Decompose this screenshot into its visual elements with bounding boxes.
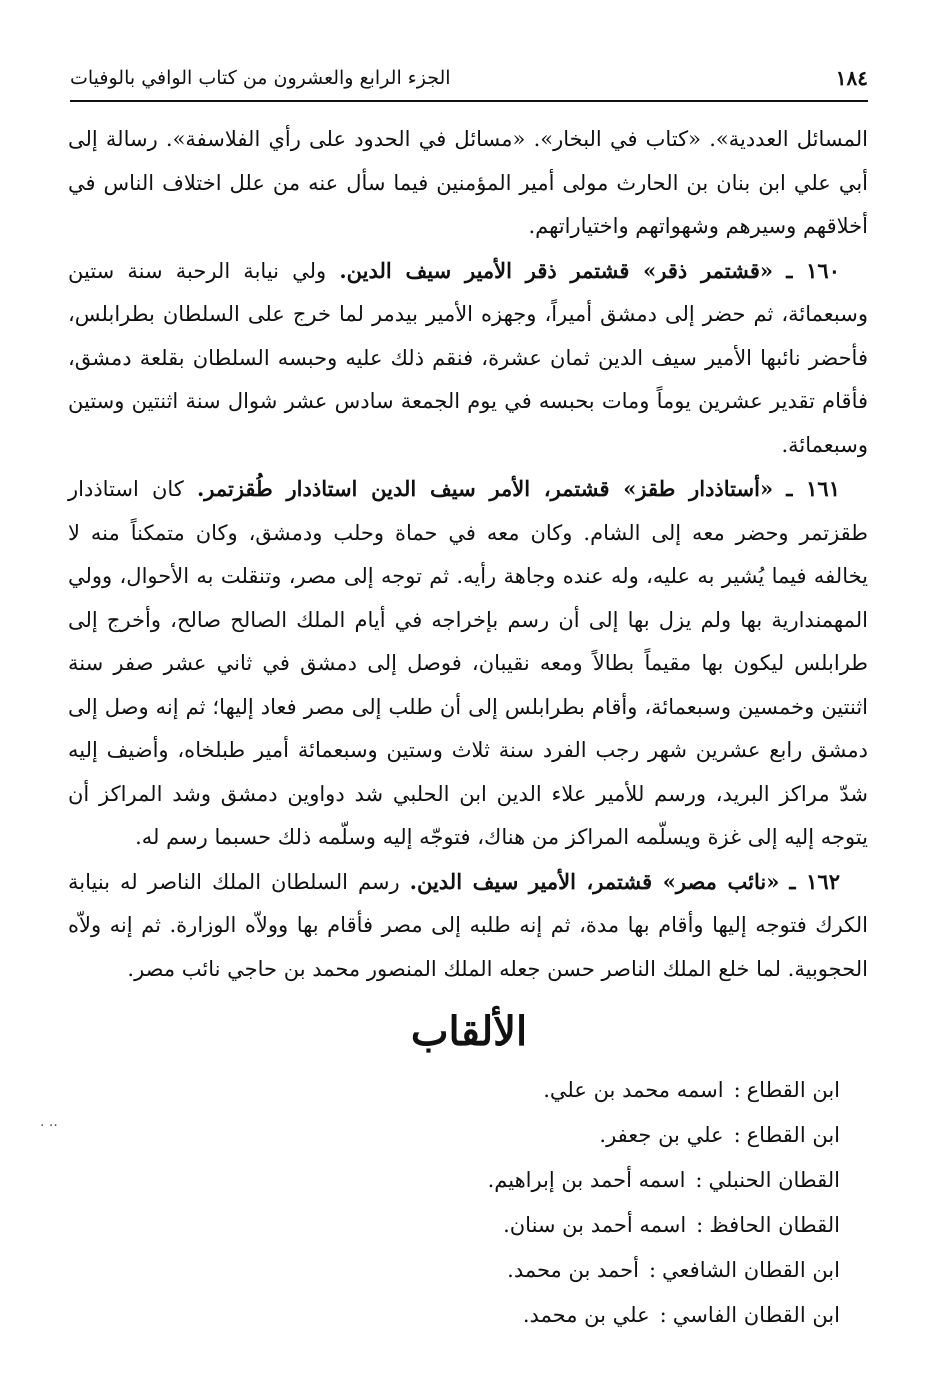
alqab-term: ابن القطاع [746,1078,840,1102]
list-item [420,1203,840,1248]
page-header [70,60,868,96]
alqab-separator: : [695,1168,703,1192]
list-item [420,1068,840,1113]
list-item [420,1248,840,1293]
alqab-separator: : [733,1078,741,1102]
list-item [420,1113,840,1158]
entry-heading: «أستاذدار طقز» قشتمر، الأمر سيف الدين استاذدار طُقزتمر. [196,476,774,501]
paragraph-continuation [68,118,868,249]
alqab-term: ابن القطاع [746,1123,840,1147]
entry-number: ١٦١ ـ [786,476,840,501]
entry-number: ١٦٢ ـ [789,868,840,894]
section-title-alqab: الألقاب [410,1008,528,1055]
body-text [68,118,868,991]
list-item [420,1158,840,1203]
entry-heading: «نائب مصر» قشتمر، الأمير سيف الدين. [409,868,780,894]
entry-160 [68,249,868,468]
alqab-definition: علي بن جعفر. [599,1123,724,1147]
alqab-separator: : [648,1258,657,1282]
alqab-term: القطان الحنبلي [708,1168,840,1192]
alqab-definition: أحمد بن محمد. [507,1258,639,1282]
entry-text: كان استاذدار طقزتمر وحضر معه إلى الشام. وكان معه في حماة وحلب ودمشق، وكان متمكناً منه لا يخالفه فيما يُشير به عليه، وله عنده وجاهة رأيه. ثم توجه إلى مصر، وتنقلت به الأحوال، وولي المهمندارية بها ولم يزل بها إلى أن رسم بإخراجه في أيام الملك الصالح صالح، وأخرج إلى طرابلس ليكون بها مقيماً بطالاً ومعه نقيبان، فوصل إلى دمشق في ثاني عشر صفر سنة اثنتين وخمسين وسبعمائة، وأقام بطرابلس إلى أن طلب إلى مصر فعاد إليها؛ ثم إنه وصل إلى دمشق رابع عشرين شهر رجب الفرد سنة ثلاث وستين وسبعمائة أمير طبلخاه، وأضيف إليه شدّ مراكز البريد، ورسم للأمير علاء الدين ابن الحلبي شد دواوين دمشق وشد المراكز أن يتوجه إليه إلى غزة ويسلّمه المراكز من هناك، فتوجّه إليه وسلّمه ذلك حسبما رسم له. [68,477,868,849]
alqab-separator: : [696,1213,704,1237]
alqab-definition: اسمه أحمد بن إبراهيم. [487,1168,686,1192]
alqab-term: القطان الحافظ [709,1213,840,1237]
running-title: الجزء الرابع والعشرون من كتاب الوافي بالوفيات [70,67,451,89]
scan-speck-marks: ·· · [40,1118,58,1134]
entry-162 [68,860,868,992]
entry-161 [68,467,868,860]
alqab-separator: : [733,1123,741,1147]
alqab-term: ابن القطان الفاسي [672,1303,840,1327]
entry-heading: «قشتمر ذقر» قشتمر ذقر الأمير سيف الدين. [339,257,774,283]
paragraph-text: المسائل العددية». «كتاب في البخار». «مسائل في الحدود على رأي الفلاسفة». رسالة إلى أبي علي ابن بنان بن الحارث مولى أمير المؤمنين فيما سأل عنه من علل اختلاف الناس في أخلاقهم وسيرهم وشهواتهم واختياراتهم. [68,127,868,238]
alqab-term: ابن القطان الشافعي [662,1258,840,1282]
page-number: ١٨٤ [835,66,868,90]
entry-number: ١٦٠ ـ [786,257,840,283]
alqab-list [420,1068,840,1338]
alqab-definition: اسمه أحمد بن سنان. [503,1213,687,1237]
alqab-separator: : [659,1303,667,1327]
alqab-definition: اسمه محمد بن علي. [543,1078,724,1102]
list-item [420,1293,840,1338]
entry-text: ولي نيابة الرحبة سنة ستين وسبعمائة، ثم حضر إلى دمشق أميراً، وجهزه الأمير بيدمر لما خرج على السلطان بطرابلس، فأحضر نائبها الأمير سيف الدين ثمان عشرة، فنقم ذلك عليه وحبسه السلطان بقلعة دمشق، فأقام تقدير عشرين يوماً ومات بحبسه في يوم الجمعة سادس عشر شوال سنة اثنتين وستين وسبعمائة. [68,258,868,457]
header-divider [70,100,868,102]
alqab-definition: علي بن محمد. [522,1303,650,1327]
entry-text: رسم السلطان الملك الناصر له بنيابة الكرك فتوجه إليها وأقام بها مدة، ثم إنه طلبه إلى مصر فأقام بها وولاّه الوزارة. ثم إنه ولاّه الحجوبية. لما خلع الملك الناصر حسن جعله الملك المنصور محمد بن حاجي نائب مصر. [68,869,868,981]
